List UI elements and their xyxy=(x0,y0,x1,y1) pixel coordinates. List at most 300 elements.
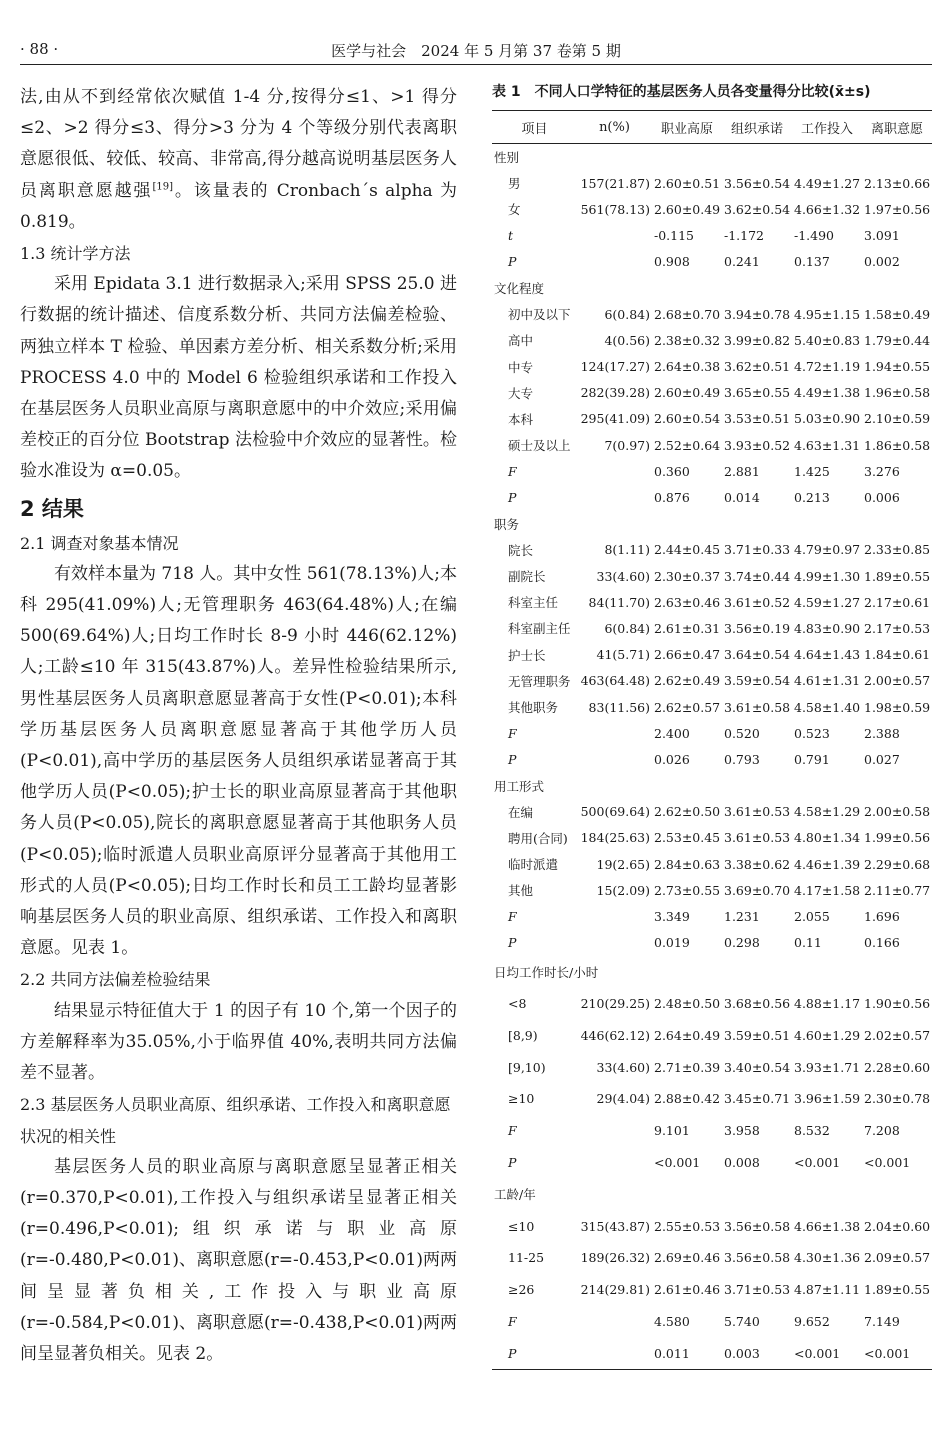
cell-value: 1.97±0.56 xyxy=(864,201,931,217)
row-label: [9,10) xyxy=(508,1059,546,1075)
row-label: 本科 xyxy=(508,411,534,427)
cell-value: 4.60±1.29 xyxy=(794,1027,861,1043)
cell-value: 2.88±0.42 xyxy=(654,1091,721,1107)
cell-value: 2.62±0.57 xyxy=(654,699,721,715)
row-label: 初中及以下 xyxy=(508,307,571,323)
row-label: 中专 xyxy=(508,359,534,375)
cell-n: 210(29.25) xyxy=(580,996,650,1011)
cell-value: 3.94±0.78 xyxy=(724,306,791,322)
cell-value: 3.349 xyxy=(654,909,690,925)
cell-n: 282(39.28) xyxy=(580,385,650,401)
cell-value: 0.027 xyxy=(864,751,900,767)
cell-value: 4.59±1.27 xyxy=(794,594,861,610)
cell-value: 4.72±1.19 xyxy=(794,359,861,375)
cell-value: 2.10±0.59 xyxy=(864,411,931,427)
cell-value: 2.61±0.31 xyxy=(654,620,721,636)
cell-value: 3.69±0.70 xyxy=(724,882,791,898)
cell-value: 0.026 xyxy=(654,751,690,767)
row-label: ≥10 xyxy=(508,1091,535,1107)
cell-value: 4.46±1.39 xyxy=(794,856,861,872)
cell-value: <0.001 xyxy=(794,1154,841,1170)
cell-n xyxy=(577,484,652,510)
cell-value: 1.89±0.55 xyxy=(864,568,931,584)
reference-19: [19] xyxy=(152,180,173,192)
cell-value: 2.09±0.57 xyxy=(864,1250,931,1266)
cell-value: <0.001 xyxy=(864,1154,911,1170)
cell-value: 2.60±0.54 xyxy=(654,411,721,427)
cell-value: 2.11±0.77 xyxy=(864,882,931,898)
cell-value: 5.03±0.90 xyxy=(794,411,861,427)
cell-value: 3.56±0.54 xyxy=(724,175,791,191)
cell-value: 1.94±0.55 xyxy=(864,359,931,375)
cell-value: 3.61±0.53 xyxy=(724,804,791,820)
cell-value: 3.53±0.51 xyxy=(724,411,791,427)
row-label: 男 xyxy=(508,176,521,192)
cell-n xyxy=(577,249,652,275)
table-row xyxy=(492,249,932,275)
table-row xyxy=(492,1083,932,1115)
cell-value: <0.001 xyxy=(654,1154,701,1170)
cell-value: 1.96±0.58 xyxy=(864,385,931,401)
table-row xyxy=(492,877,932,903)
cell-n: 83(11.56) xyxy=(588,699,650,715)
table-row xyxy=(492,1147,932,1179)
cell-value: 4.88±1.17 xyxy=(794,996,861,1011)
table-row xyxy=(492,406,932,432)
table-row xyxy=(492,484,932,510)
table-row xyxy=(492,1337,932,1369)
row-label: [8,9) xyxy=(508,1027,538,1043)
cell-value: 3.61±0.58 xyxy=(724,699,791,715)
cell-value: 0.876 xyxy=(654,490,690,506)
cell-value: 7.149 xyxy=(864,1313,900,1329)
cell-value: 2.62±0.50 xyxy=(654,804,721,820)
cell-value: 3.62±0.54 xyxy=(724,201,791,217)
row-label: 在编 xyxy=(508,804,534,820)
cell-n: 157(21.87) xyxy=(580,175,650,191)
cell-n: 84(11.70) xyxy=(588,594,650,610)
cell-n xyxy=(577,903,652,929)
cell-n xyxy=(577,458,652,484)
cell-value: 3.38±0.62 xyxy=(724,856,791,872)
cell-value: 1.425 xyxy=(794,463,830,479)
cell-value: 3.59±0.51 xyxy=(724,1027,791,1043)
cell-value: 1.90±0.56 xyxy=(864,996,931,1011)
cell-value: 3.59±0.54 xyxy=(724,673,791,689)
cell-n: 561(78.13) xyxy=(580,201,650,217)
cell-n: 33(4.60) xyxy=(596,568,650,584)
cell-n: 214(29.81) xyxy=(580,1282,650,1298)
cell-value: 3.68±0.56 xyxy=(724,996,791,1011)
cell-value: 4.580 xyxy=(654,1313,690,1329)
cell-value: 4.87±1.11 xyxy=(794,1282,861,1298)
table-row xyxy=(492,458,932,484)
cell-value: 2.71±0.39 xyxy=(654,1059,721,1075)
row-label: 硕士及以上 xyxy=(508,438,571,454)
cell-n: 41(5.71) xyxy=(596,647,650,663)
cell-value: 2.48±0.50 xyxy=(654,996,721,1011)
cell-value: 2.68±0.70 xyxy=(654,306,721,322)
cell-n: 19(2.65) xyxy=(596,856,650,872)
cell-value: 2.69±0.46 xyxy=(654,1250,721,1266)
cell-value: 2.38±0.32 xyxy=(654,332,721,348)
cell-value: 2.04±0.60 xyxy=(864,1218,931,1234)
table-row xyxy=(492,642,932,668)
cell-value: 2.30±0.78 xyxy=(864,1091,931,1107)
cell-value: 9.101 xyxy=(654,1123,690,1139)
cell-value: 0.002 xyxy=(864,254,900,270)
cell-value: 2.53±0.45 xyxy=(654,830,721,846)
cell-value: 2.17±0.53 xyxy=(864,620,931,636)
table-row xyxy=(492,432,932,458)
cell-value: 3.61±0.52 xyxy=(724,594,791,610)
cell-value: -1.172 xyxy=(724,228,765,244)
cell-n: 29(4.04) xyxy=(596,1091,650,1107)
group-title: 日均工作时长/小时 xyxy=(494,964,599,980)
cell-value: 0.213 xyxy=(794,490,830,506)
table-header-row xyxy=(492,111,932,144)
table-row xyxy=(492,354,932,380)
row-label: P xyxy=(508,490,517,506)
table-row xyxy=(492,903,932,929)
cell-value: 4.49±1.27 xyxy=(794,175,861,191)
cell-value: 4.66±1.32 xyxy=(794,201,861,217)
cell-value: 0.520 xyxy=(724,725,760,741)
row-label: 聘用(合同) xyxy=(508,830,568,846)
row-label: P xyxy=(508,254,517,270)
cell-value: 3.93±1.71 xyxy=(794,1059,861,1075)
table-row xyxy=(492,615,932,641)
header-turnover-intention: 离职意愿 xyxy=(862,111,932,144)
cell-value: 4.30±1.36 xyxy=(794,1250,861,1266)
row-label: ≥26 xyxy=(508,1282,535,1298)
table-group-row xyxy=(492,144,932,171)
group-title: 用工形式 xyxy=(494,778,545,794)
row-label: 院长 xyxy=(508,542,534,558)
cell-n: 6(0.84) xyxy=(604,620,650,636)
cell-value: 3.93±0.52 xyxy=(724,437,791,453)
cell-value: 3.56±0.19 xyxy=(724,620,791,636)
cell-value: 2.13±0.66 xyxy=(864,175,931,191)
group-title: 文化程度 xyxy=(494,281,545,297)
row-label: 大专 xyxy=(508,385,534,401)
cell-value: 3.64±0.54 xyxy=(724,647,791,663)
section-2-2-heading: 2.2 共同方法偏差检验结果 xyxy=(20,970,211,990)
cell-value: 7.208 xyxy=(864,1123,900,1139)
row-label: 11-25 xyxy=(508,1250,545,1266)
table-row xyxy=(492,799,932,825)
cell-value: 4.58±1.40 xyxy=(794,699,861,715)
cell-value: 2.17±0.61 xyxy=(864,594,931,610)
row-label: ≤10 xyxy=(508,1218,535,1234)
row-label: P xyxy=(508,935,517,951)
table-row xyxy=(492,825,932,851)
cell-value: 0.241 xyxy=(724,254,760,270)
cell-value: 3.61±0.53 xyxy=(724,830,791,846)
row-label: P xyxy=(508,751,517,767)
cell-value: 2.388 xyxy=(864,725,900,741)
row-label: 临时派遣 xyxy=(508,857,559,873)
cell-value: 2.63±0.46 xyxy=(654,594,721,610)
cell-value: 0.523 xyxy=(794,725,830,741)
cell-value: 3.65±0.55 xyxy=(724,385,791,401)
row-label: 高中 xyxy=(508,333,534,349)
cell-value: 5.40±0.83 xyxy=(794,332,861,348)
cell-value: 3.958 xyxy=(724,1123,760,1139)
row-label: 无管理职务 xyxy=(508,673,571,689)
section-2-heading: 2 结果 xyxy=(20,496,84,521)
cell-value: 2.60±0.51 xyxy=(654,175,721,191)
cell-value: 0.003 xyxy=(722,1337,792,1369)
paragraph-scale-end: 。该量表的 Cronbach´s alpha 为 0.819。 xyxy=(20,180,458,232)
cell-value: 0.298 xyxy=(724,935,760,951)
table-row xyxy=(492,1115,932,1147)
group-title: 职务 xyxy=(494,516,520,532)
cell-value: <0.001 xyxy=(792,1337,862,1369)
row-label: F xyxy=(508,1313,517,1329)
cell-value: 0.360 xyxy=(654,463,690,479)
cell-value: 3.99±0.82 xyxy=(724,332,791,348)
header-n: n(%) xyxy=(577,111,652,144)
table-row xyxy=(492,1242,932,1274)
paragraph-stats-methods: 采用 Epidata 3.1 进行数据录入;采用 SPSS 25.0 进行数据的统计描述、信度系数分析、共同方法偏差检验、两独立样本 T 检验、单因素方差分析、相关系数分析;采用 PROCESS 4.0 中的 Model 6 检验组织承诺和工作投入在基层医务人员职业高原与离职意愿中的中介效应;采用偏差校正的百分位 Bootstrap 法检验中介效应的显著性。检验水准设为 α=0.05。 xyxy=(20,274,457,482)
row-label: 女 xyxy=(508,202,521,218)
cell-value: 2.44±0.45 xyxy=(654,542,721,558)
table-row xyxy=(492,1274,932,1306)
table-row xyxy=(492,1210,932,1242)
cell-value: 2.00±0.58 xyxy=(864,804,931,820)
cell-value: 3.45±0.71 xyxy=(724,1091,791,1107)
cell-n: 315(43.87) xyxy=(580,1218,650,1234)
cell-value: 8.532 xyxy=(794,1123,830,1139)
cell-value: 3.40±0.54 xyxy=(724,1059,791,1075)
group-title: 工龄/年 xyxy=(494,1187,536,1203)
cell-value: 4.58±1.29 xyxy=(794,804,861,820)
cell-value: 2.60±0.49 xyxy=(654,385,721,401)
cell-value: 1.79±0.44 xyxy=(864,332,931,348)
paragraph-scale-text: 法,由从不到经常依次赋值 1-4 分,按得分≤1、>1 得分≤2、>2 得分≤3、得分>3 分为 4 个等级分别代表离职意愿很低、较低、较高、非常高,得分越高说明基层医务人员离职意愿越强 xyxy=(20,87,457,201)
table-row xyxy=(492,327,932,353)
cell-value: 1.86±0.58 xyxy=(864,437,931,453)
cell-value: 4.64±1.43 xyxy=(794,647,861,663)
cell-value: 4.80±1.34 xyxy=(794,830,861,846)
cell-n xyxy=(577,1147,652,1179)
table-body xyxy=(492,144,932,1370)
cell-value: -1.490 xyxy=(794,228,835,244)
cell-value: 0.908 xyxy=(654,254,690,270)
header-work-engagement: 工作投入 xyxy=(792,111,862,144)
row-label: F xyxy=(508,1123,517,1139)
table-1-caption: 表 1 不同人口学特征的基层医务人员各变量得分比较(x̄±s) xyxy=(492,84,871,100)
section-1-3-heading: 1.3 统计学方法 xyxy=(20,244,131,264)
cell-value: 0.019 xyxy=(654,935,690,951)
row-label: t xyxy=(508,228,514,244)
cell-value: 1.99±0.56 xyxy=(864,830,931,846)
paragraph-basic-info: 有效样本量为 718 人。其中女性 561(78.13%)人;本科 295(41.09%)人;无管理职务 463(64.48%)人;在编 500(69.64%)人;日均工作时长 8-9 小时 446(62.12%)人;工龄≤10 年 315(43.87%)人。差异性检验结果所示,男性基层医务人员离职意愿显著高于女性(P<0.01);本科学历基层医务人员离职意愿显著高于其他学历人员(P<0.01),高中学历的基层医务人员组织承诺显著高于其他学历人员(P<0.05);护士长的职业高原显著高于其他职务人员(P<0.05),院长的离职意愿显著高于其他职务人员(P<0.05);临时派遣人员职业高原评分显著高于其他用工形式的人员(P<0.05);日均工作时长和员工工龄均显著影响基层医务人员的职业高原、组织承诺、工作投入和离职意愿。见表 1。 xyxy=(20,563,457,959)
cell-value: 4.66±1.38 xyxy=(794,1218,861,1234)
cell-value: 4.95±1.15 xyxy=(794,306,861,322)
cell-n: 8(1.11) xyxy=(604,542,650,558)
cell-n: 500(69.64) xyxy=(580,804,650,820)
cell-value: 0.011 xyxy=(652,1337,722,1369)
table-row xyxy=(492,851,932,877)
paragraph-method-bias: 结果显示特征值大于 1 的因子有 10 个,第一个因子的方差解释率为35.05%,小于临界值 40%,表明共同方法偏差不显著。 xyxy=(20,1000,457,1084)
paragraph-scale xyxy=(20,82,457,238)
cell-value: 9.652 xyxy=(794,1313,830,1329)
table-group-row xyxy=(492,511,932,537)
left-column xyxy=(20,82,457,1370)
table-row xyxy=(492,746,932,772)
cell-value: 2.881 xyxy=(724,463,760,479)
cell-n: 15(2.09) xyxy=(596,882,650,898)
cell-n: 463(64.48) xyxy=(580,673,650,689)
cell-value: 1.98±0.59 xyxy=(864,699,931,715)
row-label: F xyxy=(508,725,517,741)
cell-n xyxy=(577,746,652,772)
table-row xyxy=(492,170,932,196)
row-label: F xyxy=(508,463,517,479)
cell-value: 3.091 xyxy=(864,228,900,244)
cell-value: 2.64±0.49 xyxy=(654,1027,721,1043)
row-label: 科室副主任 xyxy=(508,621,571,637)
cell-value: 3.71±0.33 xyxy=(724,542,791,558)
cell-value: 4.79±0.97 xyxy=(794,542,861,558)
right-column xyxy=(492,82,932,1370)
cell-value: 2.52±0.64 xyxy=(654,437,721,453)
cell-n: 6(0.84) xyxy=(604,306,650,322)
cell-value: 2.60±0.49 xyxy=(654,201,721,217)
cell-value: 0.166 xyxy=(864,935,900,951)
cell-n: 124(17.27) xyxy=(580,359,650,375)
section-2-3-heading: 2.3 基层医务人员职业高原、组织承诺、工作投入和离职意愿状况的相关性 xyxy=(20,1095,451,1146)
cell-value: 3.71±0.53 xyxy=(724,1282,791,1298)
cell-value: 4.63±1.31 xyxy=(794,437,861,453)
cell-value: 2.28±0.60 xyxy=(864,1059,931,1075)
cell-value: 3.56±0.58 xyxy=(724,1250,791,1266)
table-group-row xyxy=(492,773,932,799)
row-label: 护士长 xyxy=(508,647,546,663)
cell-value: 2.29±0.68 xyxy=(864,856,931,872)
cell-value: 1.84±0.61 xyxy=(864,647,931,663)
cell-n xyxy=(577,1337,652,1369)
cell-value: 3.96±1.59 xyxy=(794,1091,861,1107)
cell-value: 2.30±0.37 xyxy=(654,568,721,584)
cell-value: 4.61±1.31 xyxy=(794,673,861,689)
row-label: F xyxy=(508,909,517,925)
table-row xyxy=(492,668,932,694)
cell-value: 1.58±0.49 xyxy=(864,306,931,322)
row-label: P xyxy=(508,1154,517,1170)
row-label: 其他职务 xyxy=(508,700,559,716)
cell-n: 189(26.32) xyxy=(580,1250,650,1266)
row-label: 副院长 xyxy=(508,569,546,585)
cell-n: 7(0.97) xyxy=(604,437,650,453)
cell-value: 2.02±0.57 xyxy=(864,1027,931,1043)
cell-n xyxy=(577,1115,652,1147)
table-row xyxy=(492,589,932,615)
cell-value: 1.89±0.55 xyxy=(864,1282,931,1298)
cell-value: 2.400 xyxy=(654,725,690,741)
table-row xyxy=(492,223,932,249)
table-row xyxy=(492,988,932,1020)
table-row xyxy=(492,380,932,406)
cell-value: 3.56±0.58 xyxy=(724,1218,791,1234)
cell-value: 4.17±1.58 xyxy=(794,882,861,898)
table-group-row xyxy=(492,1178,932,1210)
cell-value: 4.83±0.90 xyxy=(794,620,861,636)
cell-n xyxy=(577,223,652,249)
header-org-commitment: 组织承诺 xyxy=(722,111,792,144)
journal-title: 医学与社会 2024 年 5 月第 37 卷第 5 期 xyxy=(331,42,621,60)
header-item: 项目 xyxy=(492,111,577,144)
cell-value: 2.73±0.55 xyxy=(654,882,721,898)
cell-value: 2.84±0.63 xyxy=(654,856,721,872)
row-label: 其他 xyxy=(508,883,534,899)
cell-value: <0.001 xyxy=(862,1337,932,1369)
cell-n: 4(0.56) xyxy=(604,332,650,348)
header-career-plateau: 职业高原 xyxy=(652,111,722,144)
cell-value: 5.740 xyxy=(724,1313,760,1329)
cell-value: 0.793 xyxy=(724,751,760,767)
cell-value: 0.11 xyxy=(794,935,822,951)
cell-value: 2.33±0.85 xyxy=(864,542,931,558)
cell-value: 1.696 xyxy=(864,909,900,925)
cell-value: 0.006 xyxy=(864,490,900,506)
cell-value: 3.276 xyxy=(864,463,900,479)
table-row xyxy=(492,196,932,222)
row-label: P xyxy=(492,1337,577,1369)
table-group-row xyxy=(492,956,932,988)
table-row xyxy=(492,301,932,327)
cell-value: 0.008 xyxy=(724,1154,760,1170)
group-title: 性别 xyxy=(494,150,520,166)
cell-value: 4.99±1.30 xyxy=(794,568,861,584)
table-row xyxy=(492,1051,932,1083)
table-row xyxy=(492,694,932,720)
table-row xyxy=(492,537,932,563)
cell-n xyxy=(577,720,652,746)
cell-value: 2.64±0.38 xyxy=(654,359,721,375)
table-row xyxy=(492,1306,932,1338)
cell-value: 3.62±0.51 xyxy=(724,359,791,375)
cell-value: 2.61±0.46 xyxy=(654,1282,721,1298)
cell-n: 446(62.12) xyxy=(580,1027,650,1043)
cell-value: 2.055 xyxy=(794,909,830,925)
cell-n xyxy=(577,1306,652,1338)
cell-value: 0.791 xyxy=(794,751,830,767)
page-header xyxy=(20,40,932,65)
cell-value: 2.55±0.53 xyxy=(654,1218,721,1234)
cell-value: 4.49±1.38 xyxy=(794,385,861,401)
page-number: · 88 · xyxy=(20,40,59,58)
table-row xyxy=(492,1019,932,1051)
cell-value: 3.74±0.44 xyxy=(724,568,791,584)
row-label: <8 xyxy=(508,996,527,1011)
cell-value: 2.66±0.47 xyxy=(654,647,721,663)
cell-value: 2.62±0.49 xyxy=(654,673,721,689)
cell-value: 1.231 xyxy=(724,909,760,925)
cell-n: 33(4.60) xyxy=(596,1059,650,1075)
table-row xyxy=(492,930,932,956)
row-label: 科室主任 xyxy=(508,595,559,611)
cell-n: 295(41.09) xyxy=(580,411,650,427)
cell-value: 0.137 xyxy=(794,254,830,270)
section-2-1-heading: 2.1 调查对象基本情况 xyxy=(20,533,179,553)
cell-n: 184(25.63) xyxy=(580,830,650,846)
paragraph-correlation: 基层医务人员的职业高原与离职意愿呈显著正相关(r=0.370,P<0.01),工作投入与组织承诺呈显著正相关(r=0.496,P<0.01);组织承诺与职业高原(r=-0.480,P<0.01)、离职意愿(r=-0.453,P<0.01)两两间呈显著负相关,工作投入与职业高原(r=-0.584,P<0.01)、离职意愿(r=-0.438,P<0.01)两两间呈显著负相关。见表 2。 xyxy=(20,1156,457,1364)
cell-value: 2.00±0.57 xyxy=(864,673,931,689)
table-row xyxy=(492,720,932,746)
